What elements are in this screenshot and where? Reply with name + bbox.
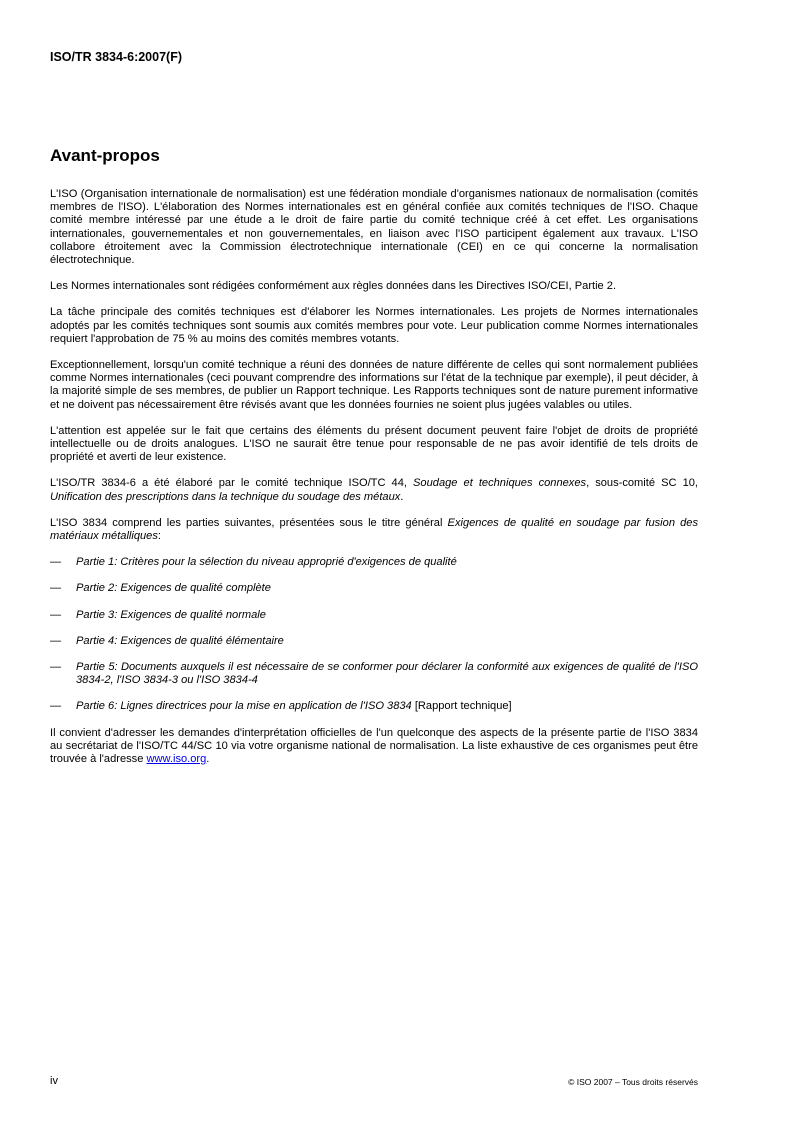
list-item-suffix: [Rapport technique] (411, 700, 512, 713)
general-title: Exigences de qualité en soudage par fusion des matériaux métalliques (50, 516, 698, 543)
subcommittee-title: Unification des prescriptions dans la technique du soudage des métaux (50, 490, 401, 503)
dash-bullet: — (50, 556, 62, 569)
list-item-text: Partie 6: Lignes directrices pour la mise en application de l'ISO 3834 (76, 700, 412, 713)
paragraph-technical-report: Exceptionnellement, lorsqu'un comité technique a réuni des données de nature différente de celles qui sont normalement publiées comme Normes internationales (ceci pouvant comprendre des informations sur l'état de la technique par exemple), il peut décider, à la majorité simple de ses membres, de publier un Rapport technique. Les Rapports techniques sont de nature purement informative et ne doivent pas nécessairement être révisés avant que les données fournies ne soient plus jugées valables ou utiles. (50, 359, 698, 411)
list-item (50, 609, 698, 622)
dash-bullet: — (50, 700, 62, 713)
list-item-text: Partie 1: Critères pour la sélection du niveau approprié d'exigences de qualité (76, 556, 457, 569)
list-item-text: Partie 3: Exigences de qualité normale (76, 608, 266, 621)
page-number: iv (50, 1075, 58, 1087)
list-item-text: Partie 2: Exigences de qualité complète (76, 582, 271, 595)
paragraph-interpretation (50, 727, 698, 767)
list-item (50, 556, 698, 569)
copyright-notice: © ISO 2007 – Tous droits réservés (568, 1077, 698, 1087)
text-run: L'ISO/TR 3834-6 a été élaboré par le comité technique ISO/TC 44, (50, 477, 414, 490)
paragraph-patent-rights: L'attention est appelée sur le fait que certains des éléments du présent document peuvent faire l'objet de droits de propriété intellectuelle ou de droits analogues. L'ISO ne saurait être tenue pour responsable de ne pas avoir identifié de tels droits de propriété et averti de leur existence. (50, 424, 698, 464)
document-header-id: ISO/TR 3834-6:2007(F) (50, 50, 182, 64)
page-title: Avant-propos (50, 146, 160, 165)
parts-list (50, 556, 698, 713)
paragraph-committee (50, 477, 698, 503)
list-item (50, 661, 698, 687)
text-run: . (206, 753, 210, 766)
paragraph-main-task: La tâche principale des comités techniques est d'élaborer les Normes internationales. Les projets de Normes internationales adoptés par les comités techniques sont soumis aux comités membres pour vote. Leur publication comme Normes internationales requiert l'approbation de 75 % au moins des comités membres votants. (50, 306, 698, 345)
committee-title: Soudage et techniques connexes (413, 477, 587, 490)
iso-website-link[interactable]: www.iso.org (146, 753, 207, 766)
dash-bullet: — (50, 582, 62, 595)
list-item (50, 700, 698, 713)
text-run: , sous-comité SC 10, (586, 477, 698, 490)
paragraph-parts-intro (50, 517, 698, 543)
text-run: . (400, 490, 404, 503)
list-item (50, 635, 698, 648)
dash-bullet: — (50, 661, 62, 674)
dash-bullet: — (50, 634, 62, 647)
document-body (50, 188, 698, 779)
text-run: L'ISO 3834 comprend les parties suivantes, présentées sous le titre général (50, 516, 448, 529)
dash-bullet: — (50, 608, 62, 621)
list-item-text: Partie 4: Exigences de qualité élémentaire (76, 634, 284, 647)
text-run: Il convient d'adresser les demandes d'interprétation officielles de l'un quelconque des aspects de la présente partie de l'ISO 3834 au secrétariat de l'ISO/TC 44/SC 10 via votre organisme national de normalisation. La liste exhaustive de ces organismes peut être trouvée à l'adresse (50, 726, 698, 766)
paragraph-iso-intro: L'ISO (Organisation internationale de normalisation) est une fédération mondiale d'organismes nationaux de normalisation (comités membres de l'ISO). L'élaboration des Normes internationales est en général confiée aux comités techniques de l'ISO. Chaque comité membre intéressé par une étude a le droit de faire partie du comité technique créé à cet effet. Les organisations internationales, gouvernementales et non gouvernementales, en liaison avec l'ISO participent également aux travaux. L'ISO collabore étroitement avec la Commission électrotechnique internationale (CEI) en ce qui concerne la normalisation électrotechnique. (50, 188, 698, 267)
list-item-text: Partie 5: Documents auxquels il est nécessaire de se conformer pour déclarer la conformité aux exigences de qualité de l'ISO 3834-2, l'ISO 3834-3 ou l'ISO 3834-4 (76, 661, 698, 687)
text-run: : (157, 530, 161, 543)
paragraph-directives: Les Normes internationales sont rédigées conformément aux règles données dans les Directives ISO/CEI, Partie 2. (50, 280, 617, 293)
list-item (50, 582, 698, 595)
